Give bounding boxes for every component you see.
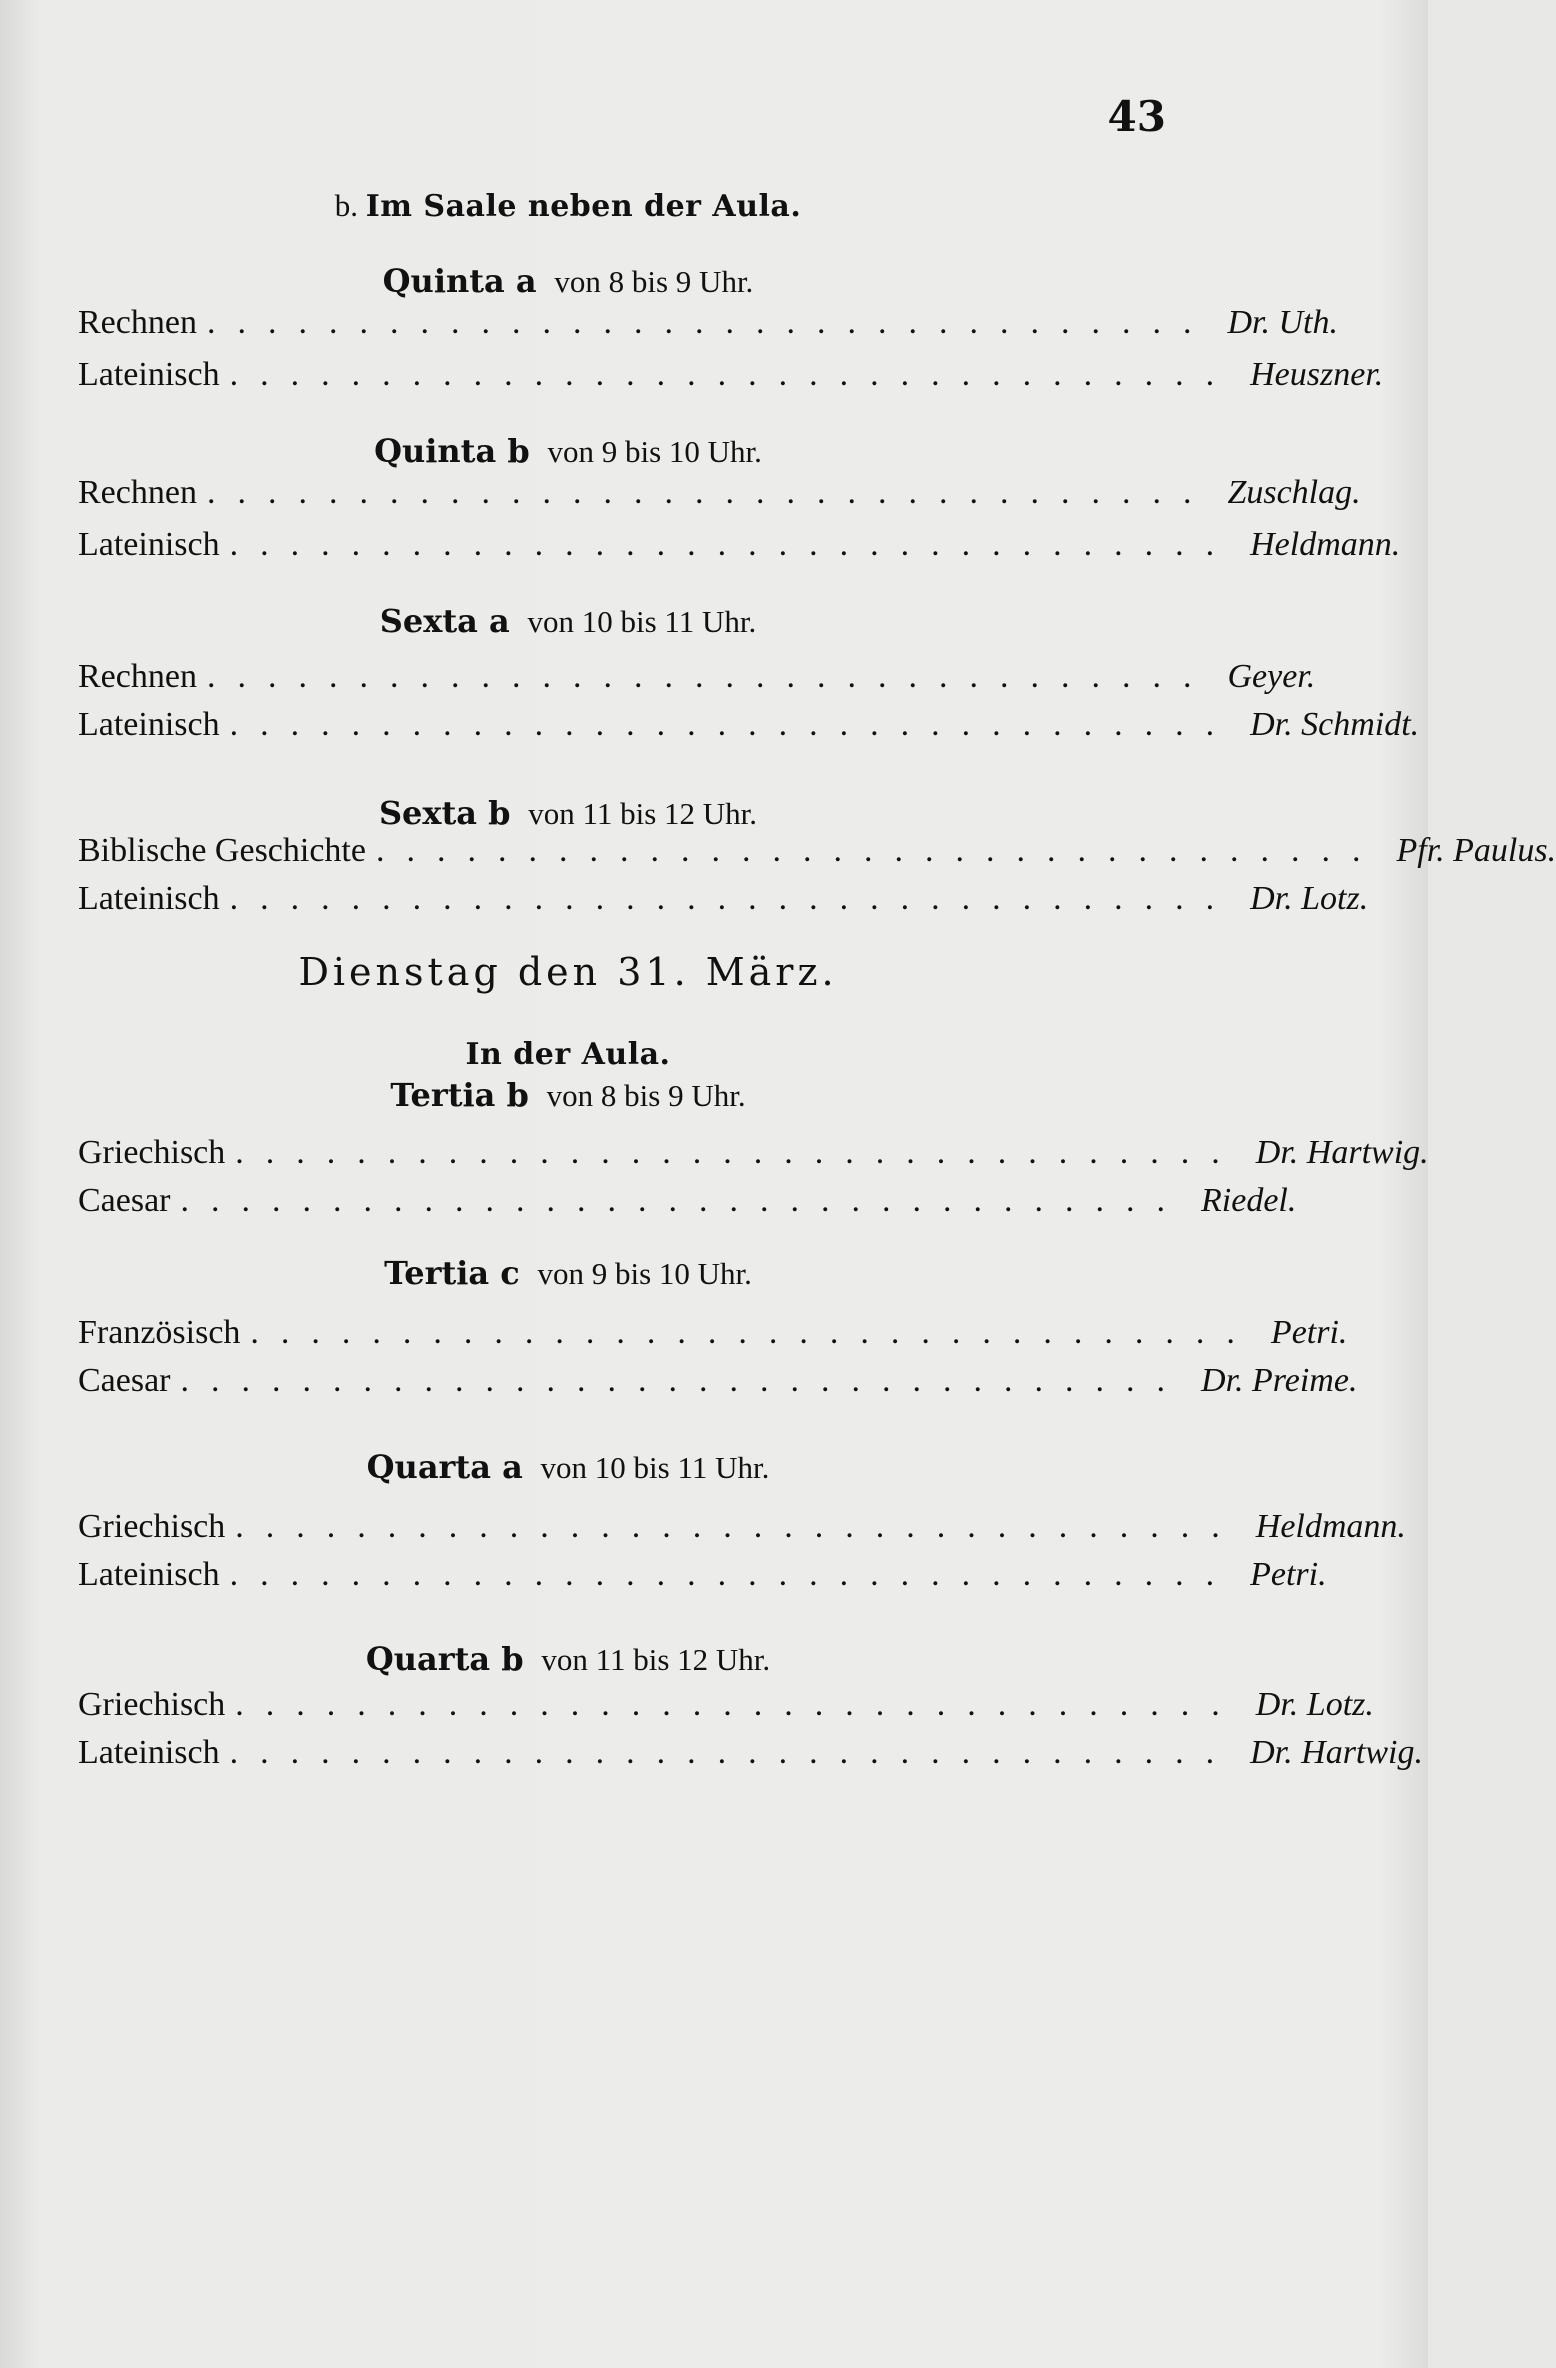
session-heading — [78, 1448, 1058, 1486]
subject: Lateinisch — [78, 880, 220, 917]
schedule-row — [78, 1314, 1348, 1352]
subject: Griechisch — [78, 1508, 226, 1545]
room-heading-1 — [78, 188, 1058, 224]
teacher: Dr. Preime. — [1201, 1362, 1358, 1399]
leader-dots: ................................. — [235, 1134, 1242, 1171]
class-name: Sexta b — [378, 794, 511, 832]
subject: Caesar — [78, 1182, 171, 1219]
subject: Biblische Geschichte — [78, 832, 366, 869]
date-heading: Dienstag den 31. März. — [298, 950, 838, 994]
session-quarta-b — [78, 1640, 1423, 1772]
class-name: Quarta a — [366, 1448, 523, 1486]
session-time: von 8 bis 9 Uhr. — [546, 1078, 746, 1113]
class-name: Sexta a — [379, 602, 510, 640]
session-heading — [78, 432, 1058, 470]
session-tertia-b — [78, 1076, 1429, 1220]
leader-dots: ................................. — [229, 706, 1237, 743]
schedule-row — [78, 706, 1420, 744]
subject: Lateinisch — [78, 706, 220, 743]
teacher: Heldmann. — [1255, 1508, 1406, 1545]
schedule-row — [78, 526, 1401, 564]
exam-schedule — [78, 188, 1556, 1772]
subject: Französisch — [78, 1314, 241, 1351]
class-name: Quinta b — [374, 432, 530, 470]
schedule-row — [78, 1686, 1374, 1724]
subject: Lateinisch — [78, 1734, 220, 1771]
leader-dots: ................................. — [180, 1182, 1188, 1219]
teacher: Dr. Lotz. — [1255, 1686, 1374, 1723]
teacher: Dr. Hartwig. — [1255, 1134, 1429, 1171]
leader-dots: ................................. — [375, 832, 1383, 869]
teacher: Petri. — [1250, 1556, 1327, 1593]
schedule-row — [78, 658, 1316, 696]
schedule-row — [78, 304, 1338, 342]
session-heading — [78, 794, 1058, 832]
subject: Griechisch — [78, 1134, 226, 1171]
session-quarta-a — [78, 1448, 1406, 1594]
session-heading — [78, 1254, 1058, 1292]
class-name: Tertia c — [384, 1254, 520, 1292]
leader-dots: ................................. — [235, 1508, 1242, 1545]
subject: Caesar — [78, 1362, 171, 1399]
teacher: Pfr. Paulus. — [1396, 832, 1556, 869]
session-heading — [78, 1640, 1058, 1678]
leader-dots: ................................. — [250, 1314, 1257, 1351]
leader-dots: ................................. — [206, 658, 1214, 695]
leader-dots: ................................. — [229, 526, 1237, 563]
subject: Lateinisch — [78, 1556, 220, 1593]
session-heading — [78, 602, 1058, 640]
leader-dots: ................................. — [229, 356, 1237, 393]
room-label: In der Aula. — [465, 1037, 671, 1072]
leader-dots: ................................. — [229, 1734, 1237, 1771]
teacher: Dr. Schmidt. — [1250, 706, 1420, 743]
session-quinta-b — [78, 432, 1401, 564]
room-heading-2 — [78, 1036, 1058, 1072]
leader-dots: ................................. — [180, 1362, 1188, 1399]
teacher: Dr. Uth. — [1227, 304, 1338, 341]
leader-dots: ................................. — [229, 880, 1237, 917]
subject: Rechnen — [78, 304, 197, 341]
session-time: von 11 bis 12 Uhr. — [528, 796, 758, 831]
class-name: Tertia b — [390, 1076, 529, 1114]
session-heading — [78, 262, 1058, 300]
teacher: Zuschlag. — [1227, 474, 1361, 511]
leader-dots: ................................. — [229, 1556, 1237, 1593]
schedule-row — [78, 1508, 1406, 1546]
subject: Rechnen — [78, 474, 197, 511]
session-quinta-a — [78, 262, 1384, 394]
page-number: 43 — [1107, 92, 1166, 141]
teacher: Heldmann. — [1250, 526, 1401, 563]
schedule-row — [78, 1134, 1429, 1172]
leader-dots: ................................. — [206, 304, 1214, 341]
schedule-row — [78, 474, 1361, 512]
schedule-row — [78, 1182, 1297, 1220]
session-time: von 11 bis 12 Uhr. — [541, 1642, 771, 1677]
session-time: von 10 bis 11 Uhr. — [540, 1450, 770, 1485]
leader-dots: ................................. — [206, 474, 1214, 511]
session-tertia-c — [78, 1254, 1358, 1400]
teacher: Dr. Lotz. — [1250, 880, 1369, 917]
subject: Lateinisch — [78, 356, 220, 393]
teacher: Petri. — [1270, 1314, 1348, 1351]
schedule-row — [78, 356, 1384, 394]
session-time: von 9 bis 10 Uhr. — [547, 434, 762, 469]
session-time: von 10 bis 11 Uhr. — [527, 604, 757, 639]
leader-dots: ................................. — [235, 1686, 1242, 1723]
room-label: Im Saale neben der Aula. — [365, 189, 802, 224]
session-time: von 9 bis 10 Uhr. — [537, 1256, 752, 1291]
teacher: Heuszner. — [1250, 356, 1384, 393]
subject: Lateinisch — [78, 526, 220, 563]
class-name: Quarta b — [365, 1640, 524, 1678]
schedule-row — [78, 1556, 1327, 1594]
room-prefix: b. — [334, 188, 358, 223]
teacher: Riedel. — [1201, 1182, 1297, 1219]
schedule-row — [78, 1362, 1358, 1400]
teacher: Dr. Hartwig. — [1250, 1734, 1423, 1771]
schedule-row — [78, 832, 1556, 870]
session-sexta-b — [78, 794, 1556, 918]
subject: Rechnen — [78, 658, 197, 695]
teacher: Geyer. — [1227, 658, 1316, 695]
subject: Griechisch — [78, 1686, 226, 1723]
class-name: Quinta a — [382, 262, 537, 300]
session-sexta-a — [78, 602, 1420, 744]
session-time: von 8 bis 9 Uhr. — [554, 264, 754, 299]
schedule-row — [78, 1734, 1423, 1772]
session-heading — [78, 1076, 1058, 1114]
schedule-row — [78, 880, 1369, 918]
